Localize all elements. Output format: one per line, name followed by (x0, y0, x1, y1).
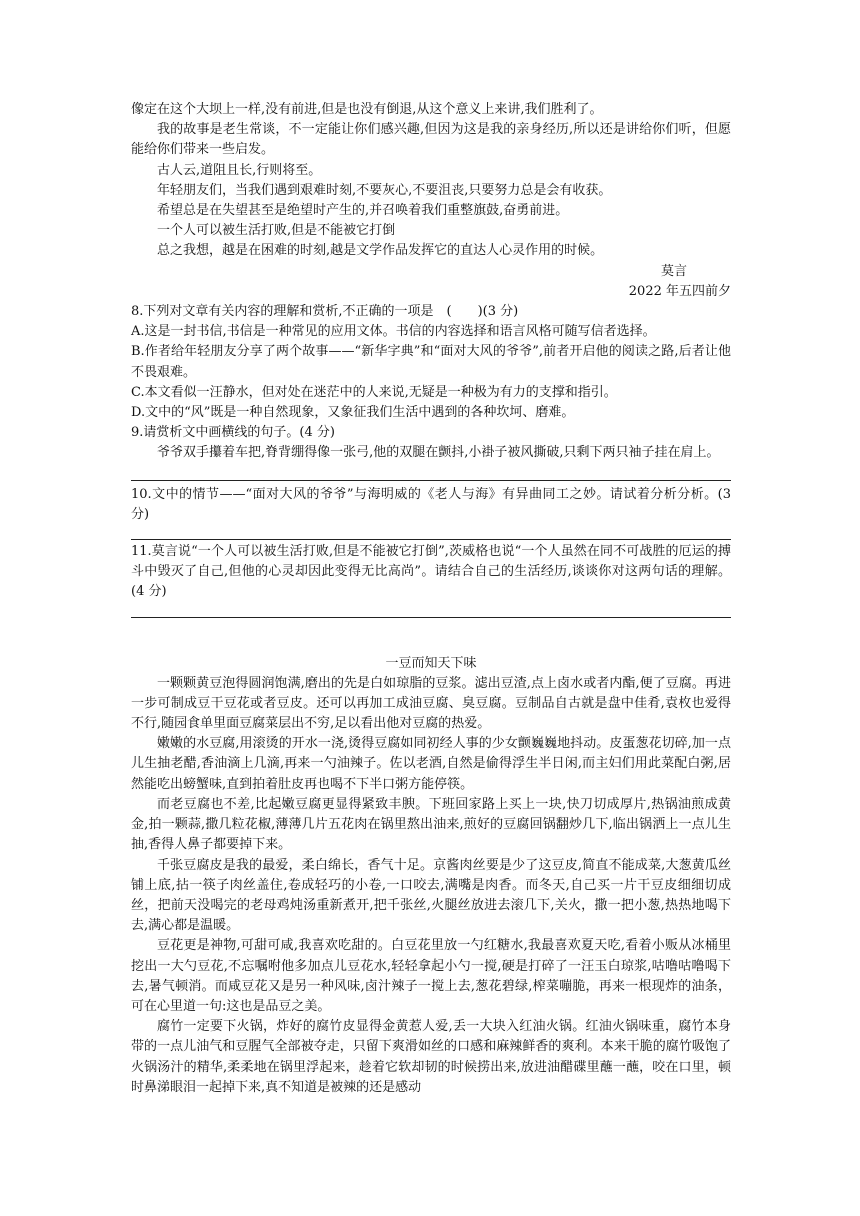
question-10: 10.文中的情节——“面对大风的爷爷”与海明威的《老人与海》有异曲同工之妙。请试着分析分析。(3 分) (131, 486, 731, 522)
essay-paragraph: 腐竹一定要下火锅，炸好的腐竹皮显得金黄惹人爱,丢一大块入红油火锅。红油火锅味重，腐竹本身带的一点儿油气和豆腥气全部被夺走，只留下爽滑如丝的口感和麻辣鲜香的爽利。本来干脆的腐竹吸饱了火锅汤汁的精华,柔柔地在锅里浮起来，趁着它软却韧的时候捞出来,放进油醋碟里蘸一蘸，咬在口里，顿时鼻涕眼泪一起掉下来,真不知道是被辣的还是感动 (131, 1019, 731, 1095)
question-8: 8.下列对文章有关内容的理解和赏析,不正确的一项是 ( )(3 分) (131, 304, 519, 320)
question-8-option-c: C.本文看似一汪静水，但对处在迷茫中的人来说,无疑是一种极为有力的支撑和指引。 (131, 384, 617, 400)
question-8-option-d: D.文中的“风”既是一种自然现象，又象征我们生活中遇到的各种坎坷、磨难。 (131, 405, 575, 421)
question-9: 9.请赏析文中画横线的句子。(4 分) (131, 425, 335, 441)
letter-signature: 莫言 (660, 263, 687, 279)
letter-paragraph: 像定在这个大坝上一样,没有前进,但是也没有倒退,从这个意义上来讲,我们胜利了。 (131, 102, 603, 117)
letter-paragraph: 希望总是在失望甚至是绝望时产生的,并召唤着我们重整旗鼓,奋勇前进。 (157, 203, 569, 219)
document-page (131, 100, 731, 1098)
question-8-option-a: A.这是一封书信,书信是一种常见的应用文体。书信的内容选择和语言风格可随写信者选择。 (131, 324, 656, 340)
answer-line (131, 539, 731, 540)
essay-paragraph: 嫩嫩的水豆腐,用滚烫的开水一浇,烫得豆腐如同初经人事的少女颤巍巍地抖动。皮蛋葱花切碎,加一点儿生抽老醋,香油滴上几滴,再来一勺油辣子。佐以老酒,自然是偷得浮生半日闲,而主妇们用此菜配白粥,居然能吃出螃蟹味,直到拍着肚皮再也喝不下半口粥方能停筷。 (131, 736, 731, 792)
question-9-quote: 爷爷双手攥着车把,脊背绷得像一张弓,他的双腿在颤抖,小褂子被风撕破,只剩下两只袖子挂在肩上。 (157, 445, 720, 461)
letter-date: 2022 年五四前夕 (628, 283, 731, 299)
letter-paragraph: 我的故事是老生常谈，不一定能让你们感兴趣,但因为这是我的亲身经历,所以还是讲给你们听，但愿能给你们带来一些启发。 (131, 122, 731, 158)
essay-title: 一豆而知天下味 (385, 655, 477, 671)
question-8-option-b: B.作者给年轻朋友分享了两个故事——“新华字典”和“面对大风的爷爷”,前者开启他的阅读之路,后者让他不畏艰难。 (131, 344, 731, 380)
essay-paragraph: 而老豆腐也不差,比起嫩豆腐更显得紧致丰腴。下班回家路上买上一块,快刀切成厚片,热锅油煎成黄金,拍一颗蒜,撒几粒花椒,薄薄几片五花肉在锅里熬出油来,煎好的豆腐回锅翻炒几下,临出锅洒上一点儿生抽,香得人鼻子都要掉下来。 (131, 796, 731, 853)
letter-paragraph: 年轻朋友们，当我们遇到艰难时刻,不要灰心,不要沮丧,只要努力总是会有收获。 (157, 182, 612, 198)
answer-line (131, 480, 731, 481)
essay-paragraph: 千张豆腐皮是我的最爱，柔白绵长，香气十足。京酱肉丝要是少了这豆皮,简直不能成菜,大葱黄瓜丝铺上底,拈一筷子肉丝盖住,卷成轻巧的小卷,一口咬去,满嘴是肉香。而冬天,自己买一片干豆皮细细切成丝，把前天没喝完的老母鸡炖汤重新煮开,把千张丝,火腿丝放进去滚几下,关火，撒一把小葱,热热地喝下去,满心都是温暖。 (131, 857, 731, 934)
letter-paragraph: 古人云,道阻且长,行则将至。 (157, 162, 322, 178)
letter-paragraph: 总之我想，越是在困难的时刻,越是文学作品发挥它的直达人心灵作用的时候。 (157, 243, 604, 259)
question-11: 11.莫言说“一个人可以被生活打败,但是不能被它打倒”,茨威格也说“一个人虽然在同不可战胜的厄运的搏斗中毁灭了自己,但他的心灵却因此变得无比高尚”。请结合自己的生活经历,谈谈你对这两句话的理解。(4 分) (131, 544, 731, 600)
essay-paragraph: 一颗颗黄豆泡得圆润饱满,磨出的先是白如琼脂的豆浆。滤出豆渣,点上卤水或者内酯,便了豆腐。再进一步可制成豆干豆花或者豆皮。还可以再加工成油豆腐、臭豆腐。豆制品自古就是盘中佳肴,袁枚也爱得不行,随园食单里面豆腐菜层出不穷,足以看出他对豆腐的热爱。 (131, 675, 731, 732)
letter-paragraph: 一个人可以被生活打败,但是不能被它打倒 (157, 223, 396, 239)
essay-paragraph: 豆花更是神物,可甜可咸,我喜欢吃甜的。白豆花里放一勺红糖水,我最喜欢夏天吃,看着小贩从冰桶里挖出一大勺豆花,不忘嘱咐他多加点儿豆花水,轻轻拿起小勺一搅,硬是打碎了一汪玉白琼浆,咕噜咕噜喝下去,暑气顿消。而咸豆花又是另一种风味,卤汁辣子一搅上去,葱花碧绿,榨菜嘣脆，再来一根现炸的油条，可在心里道一句:这也是品豆之美。 (131, 938, 731, 1014)
